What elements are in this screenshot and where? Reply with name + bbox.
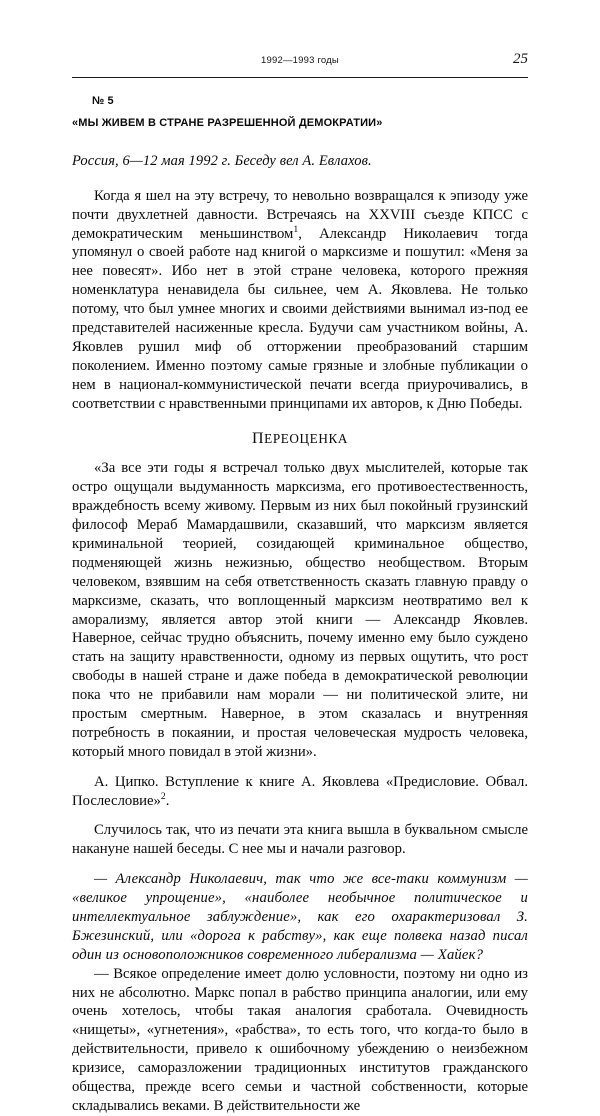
intro-text-part-b: , Александр Николаевич тогда упомянул о своей работе над книгой о марксизме и пошутил: «Меня за нее повесят». Ибо нет в этой стране человека, которого прежняя номенклатура ненавидела бы сильнее, чем А. Яковлева. Не только потому, что был умнее многих и своими действиями вынимал из-под ее представителей насиженные кресла. Будучи сам участником войны, А. Яковлев рушил миф об отторжении преобразований старшим поколением. Именно поэтому самые грязные и злобные публикации о нем в национал-коммунистической печати всегда приурочивались, в соответствии с нравственными принципами их авторов, к Дню Победы. <box>72 225 528 412</box>
section-heading-initial: П <box>252 430 265 448</box>
footnote-marker-2: 2 <box>160 790 166 802</box>
document-title: «МЫ ЖИВЕМ В СТРАНЕ РАЗРЕШЕННОЙ ДЕМОКРАТИИ» <box>72 117 383 129</box>
quote-attribution <box>72 773 528 811</box>
header-rule <box>72 77 528 78</box>
intro-paragraph <box>72 187 528 414</box>
intro-text-part-a: Когда я шел на эту встречу, то невольно возвращался к эпизоду уже почти двухлетней давности. Встречаясь на XXVIII съезде КПСС с демократическим меньшинством <box>72 187 528 242</box>
quote-paragraph: «За все эти годы я встречал только двух мыслителей, которые так остро ощущали выдуманность марксизма, его противоестественность, враждебность всему живому. Первым из них был покойный грузинский философ Мераб Мамардашвили, сказавший, что марксизм является криминальной теорией, созидающей криминальное общество, подменяющей жизнь нежизнью, общество необществом. Вторым человеком, взявшим на себя ответственность сказать главную правду о марксизме, сказать, что воплощенный марксизм неотвратимо вел к аморализму, является автор этой книги — Александр Яковлев. Наверное, сейчас трудно объяснить, почему именно ему было суждено стать на защиту нравственности, одному из первых ощутить, что рост свободы в нашей стране и даже победа в демократической революции пока что не прибавили нам морали — ни политической элите, ни простым смертным. Наверное, в этом сказалась и внутренняя потребность в покаянии, и простая человеческая мудрость человека, который много повидал в этой жизни». <box>72 460 528 760</box>
page-number: 25 <box>513 51 528 67</box>
attribution-text: А. Ципко. Вступление к книге А. Яковлева «Предисловие. Обвал. Послесловие» <box>72 773 528 809</box>
document-source-line: Россия, 6—12 мая 1992 г. Беседу вел А. Евлахов. <box>72 152 372 169</box>
text-column <box>72 53 528 1116</box>
footnote-marker-1: 1 <box>293 223 299 235</box>
interview-answer-1: — Всякое определение имеет долю условности, поэтому ни одно из них не абсолютно. Маркс попал в рабство принципа аналогии, или ему очень хотелось, чтобы такая аналогия сработала. Очевидность «нищеты», «угнетения», «рабства», то есть того, что когда-то было в действительности, привело к ошибочному убеждению о неизбежном кризисе, саморазложении традиционных институтов гражданского общества, прежде всего семьи и частной собственности, которые складывались веками. В действительности же <box>72 965 528 1114</box>
running-head <box>72 53 528 75</box>
attribution-tail: . <box>165 792 170 809</box>
interview-question-1: — Александр Николаевич, так что же все-таки коммунизм — «великое упрощение», «наиболее необычное политическое и интеллектуальное заблуждение», как его охарактеризовал З. Бжезинский, или «дорога к рабству», как еще полвека назад писал один из основоположников современного либерализма — Хайек? <box>72 871 528 963</box>
section-heading-pereocenka <box>72 430 528 448</box>
document-number: № 5 <box>92 95 114 107</box>
interview-lead-paragraph: Случилось так, что из печати эта книга вышла в буквальном смысле накануне нашей беседы. С нее мы и начали разговор. <box>72 822 528 858</box>
running-head-title: 1992—1993 годы <box>261 55 339 66</box>
section-heading-rest: ЕРЕОЦЕНКА <box>264 431 348 447</box>
